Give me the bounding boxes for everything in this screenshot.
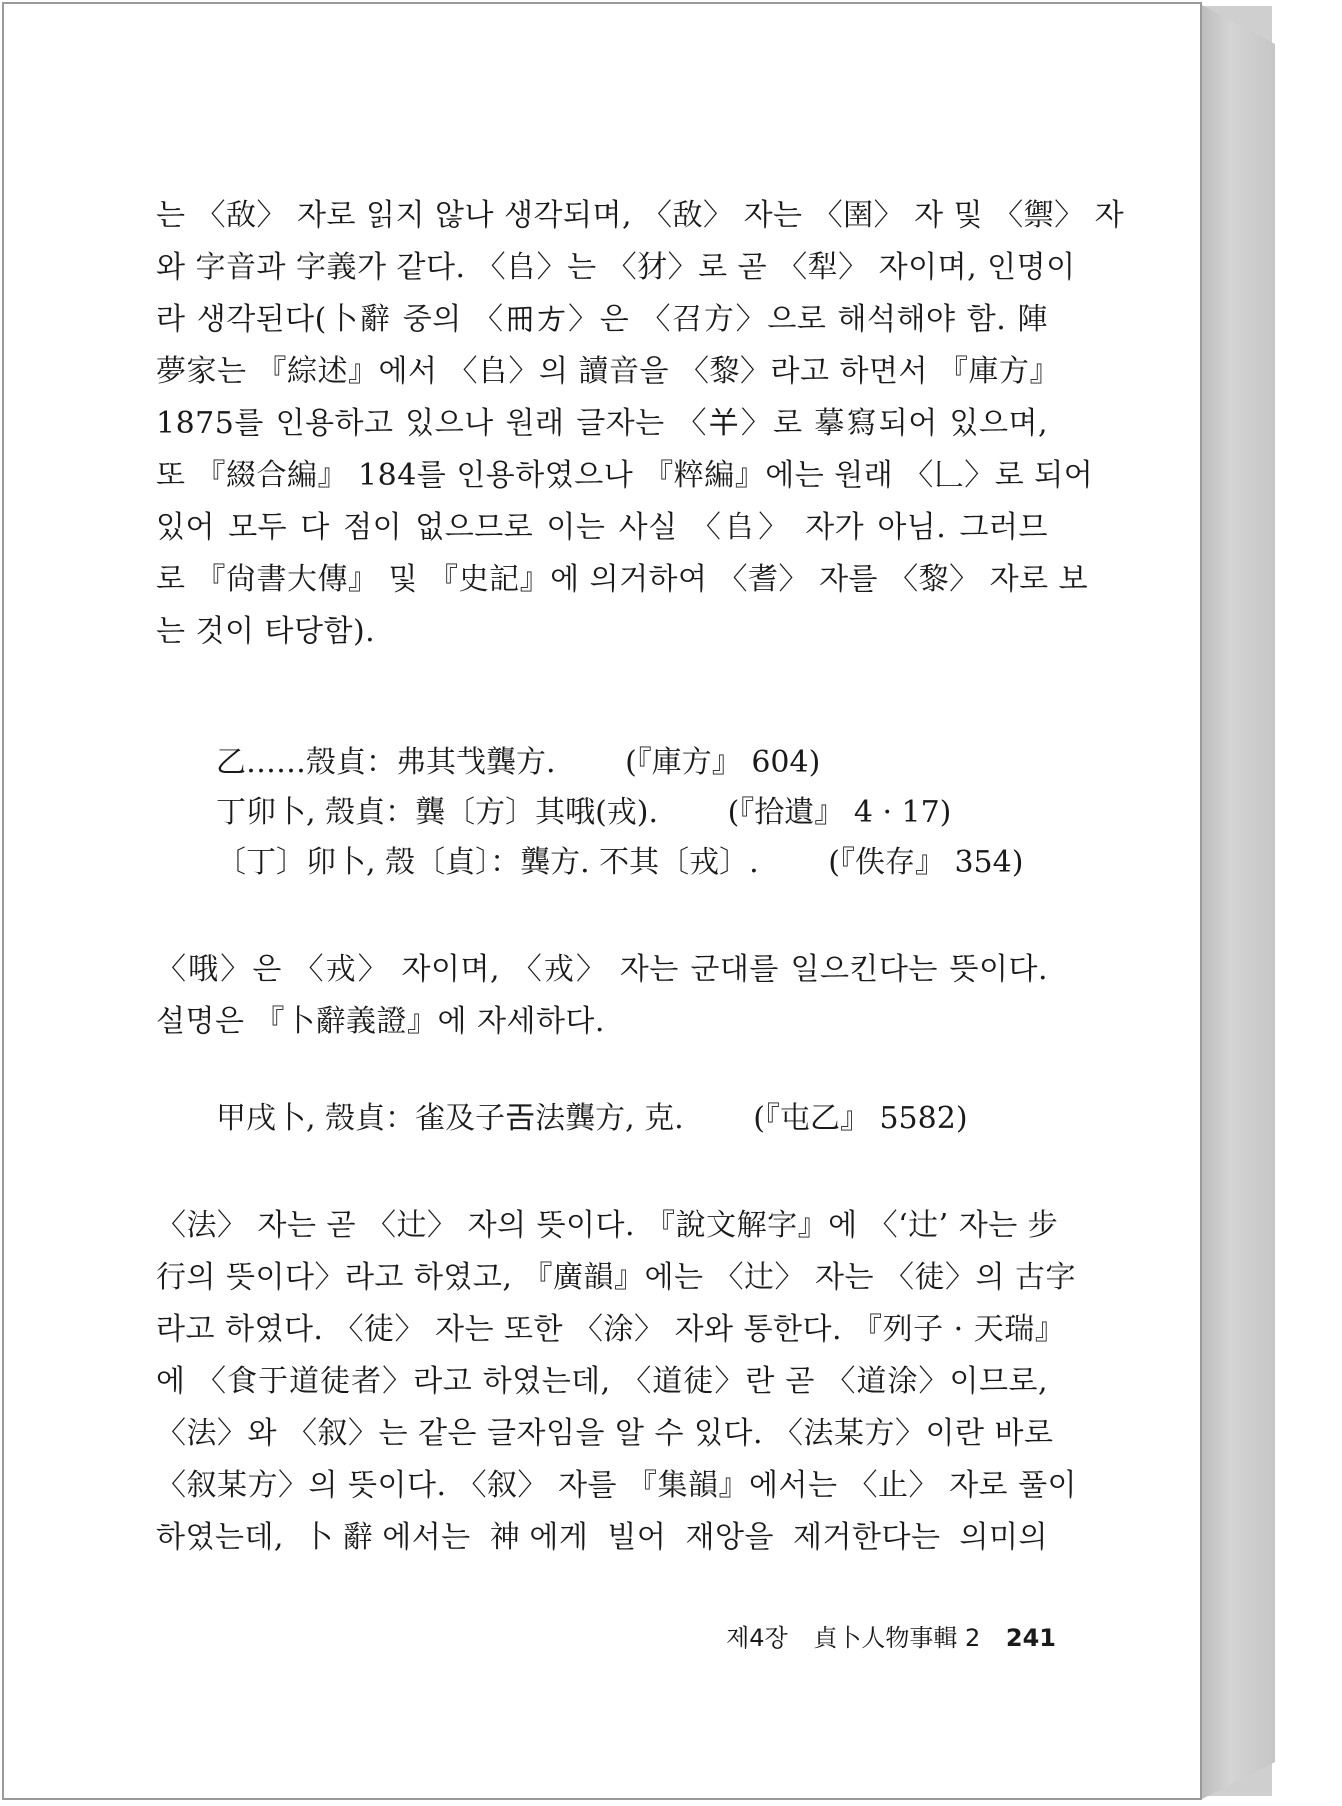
- paragraph-line: 하였는데, 卜辭에서는 神에게 빌어 재앙을 제거한다는 의미의: [156, 1520, 1048, 1555]
- paragraph-line: 1875를 인용하고 있으나 원래 글자는 〈𢆉〉로 摹寫되어 있으며,: [156, 406, 1048, 441]
- paragraph-2: [156, 944, 1048, 1048]
- quotation-source: (『佚存』 354): [828, 845, 1024, 880]
- paragraph-line: 行의 뜻이다〉라고 하였고, 『廣韻』에는 〈辻〉 자는 〈徒〉의 古字: [156, 1260, 1077, 1295]
- paragraph-line: 또 『綴合編』 184를 인용하였으나 『粹編』에는 원래 〈𠃊〉로 되어: [156, 458, 1094, 493]
- quotation-line: [216, 1094, 968, 1144]
- paragraph-line: 는 〈敌〉 자로 읽지 않나 생각되며, 〈敌〉 자는 〈圉〉 자 및 〈禦〉 자: [156, 198, 1125, 233]
- paragraph-line: 있어 모두 다 점이 없으므로 이는 사실 〈𠂤〉 자가 아님. 그러므: [156, 510, 1048, 545]
- paragraph-line: 로 『尙書大傳』 및 『史記』에 의거하여 〈耆〉 자를 〈黎〉 자로 보: [156, 562, 1089, 597]
- paragraph-1: [156, 190, 1125, 658]
- quotation-source: (『屯乙』 5582): [753, 1101, 968, 1136]
- paragraph-line: 라 생각된다(卜辭 중의 〈𠕁方〉은 〈召方〉으로 해석해야 함. 陣: [156, 302, 1048, 337]
- quotation-text: 乙……殼貞：弗其𢦏龔方.: [216, 745, 556, 780]
- paragraph-line: 〈法〉와 〈叙〉는 같은 글자임을 알 수 있다. 〈法某方〉이란 바로: [156, 1416, 1054, 1451]
- quotation-block-1: [216, 738, 1023, 888]
- book-page: [2, 2, 1202, 1800]
- paragraph-line: 夢家는 『綜述』에서 〈𠂤〉의 讀音을 〈黎〉라고 하면서 『庫方』: [156, 354, 1061, 389]
- quotation-line: [216, 738, 1023, 788]
- page-footer: [704, 1618, 1056, 1653]
- paragraph-line: 〈法〉 자는 곧 〈辻〉 자의 뜻이다. 『說文解字』에 〈‘辻’ 자는 步: [156, 1208, 1059, 1243]
- paragraph-line: 〈叙某方〉의 뜻이다. 〈叙〉 자를 『集韻』에서는 〈止〉 자로 풀이: [156, 1468, 1078, 1503]
- quotation-text: 丁卯卜, 殼貞：龔〔方〕其哦(戎).: [216, 795, 659, 830]
- paragraph-line: 에 〈食于道徒者〉라고 하였는데, 〈道徒〉란 곧 〈道涂〉이므로,: [156, 1364, 1048, 1399]
- quotation-text: 甲戌卜, 殼貞：雀及子𢀛法龔方, 克.: [216, 1101, 684, 1136]
- quotation-block-2: [216, 1094, 968, 1144]
- paragraph-line: 라고 하였다. 〈徒〉 자는 또한 〈涂〉 자와 통한다. 『列子 · 天瑞』: [156, 1312, 1066, 1347]
- quotation-line: [216, 838, 1023, 888]
- book-spine-edge: [1200, 4, 1275, 1800]
- running-title: 貞卜人物事輯 2: [813, 1624, 981, 1652]
- paragraph-3: [156, 1200, 1078, 1564]
- quotation-text: 〔丁〕卯卜, 殼〔貞〕：龔方. 不其〔戎〕.: [216, 845, 759, 880]
- chapter-label: 제4장: [726, 1624, 788, 1652]
- paragraph-line: 와 字音과 字義가 같다. 〈𠂤〉는 〈犲〉로 곧 〈犁〉 자이며, 인명이: [156, 250, 1076, 285]
- quotation-source: (『庫方』 604): [625, 745, 821, 780]
- page-number: 241: [1005, 1624, 1056, 1652]
- paragraph-line: 〈哦〉은 〈戎〉 자이며, 〈戎〉 자는 군대를 일으킨다는 뜻이다.: [156, 952, 1048, 987]
- quotation-line: [216, 788, 1023, 838]
- paragraph-line: 는 것이 타당함).: [156, 614, 376, 649]
- paragraph-line: 설명은 『卜辭義證』에 자세하다.: [156, 1004, 605, 1039]
- quotation-source: (『拾遺』 4 · 17): [727, 795, 952, 830]
